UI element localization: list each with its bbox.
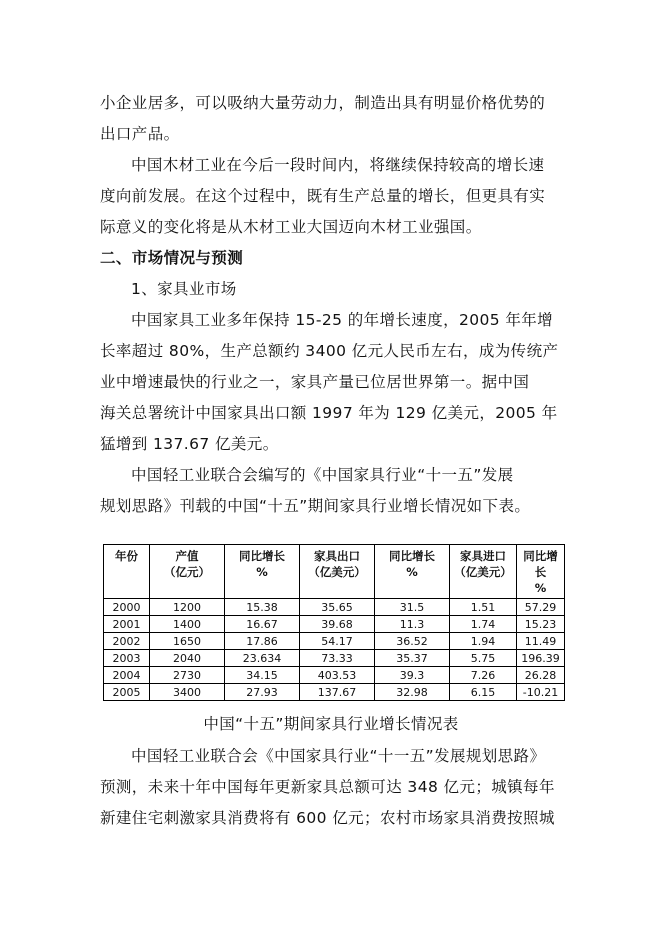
text-line: 长率超过 80%，生产总额约 3400 亿元人民币左右，成为传统产	[100, 342, 559, 360]
header-line: 年份	[115, 549, 138, 563]
table-cell: 15.23	[517, 616, 565, 633]
table-header-cell	[517, 545, 565, 599]
table-cell: 23.634	[225, 650, 300, 667]
paragraph-furniture-industry	[100, 305, 570, 460]
table-header-cell	[225, 545, 300, 599]
header-line: 同比增长	[239, 549, 285, 563]
table-cell: 1650	[150, 633, 225, 650]
table-cell: 7.26	[450, 667, 517, 684]
table-body	[104, 599, 565, 701]
table-cell: 26.28	[517, 667, 565, 684]
header-line: 家具进口	[460, 549, 506, 563]
table-header-row	[104, 545, 565, 599]
table-cell: 57.29	[517, 599, 565, 616]
paragraph-forecast	[100, 741, 570, 834]
table-caption: 中国“十五”期间家具行业增长情况表	[203, 715, 459, 733]
table-header-cell	[300, 545, 375, 599]
table-cell: 36.52	[375, 633, 450, 650]
table-cell: 16.67	[225, 616, 300, 633]
header-line: （亿元）	[164, 565, 210, 579]
subheading-text: 1、家具业市场	[131, 280, 237, 298]
header-line: 产值	[175, 549, 199, 563]
table-cell: 15.38	[225, 599, 300, 616]
furniture-growth-table	[103, 544, 565, 701]
table-row	[104, 599, 565, 616]
text-line: 中国轻工业联合会《中国家具行业“十一五”发展规划思路》	[131, 747, 546, 765]
table-cell: 35.65	[300, 599, 375, 616]
text-line: 海关总署统计中国家具出口额 1997 年为 129 亿美元，2005 年	[100, 404, 558, 422]
table-cell: 1400	[150, 616, 225, 633]
text-line: 猛增到 137.67 亿美元。	[100, 435, 279, 453]
table-cell: 2002	[104, 633, 150, 650]
table-cell: 11.3	[375, 616, 450, 633]
header-line: 同比增长	[523, 549, 558, 579]
text-line: 业中增速最快的行业之一，家具产量已位居世界第一。据中国	[100, 373, 530, 391]
text-line: 出口产品。	[100, 125, 180, 143]
subheading	[100, 274, 570, 305]
header-line: （亿美元）	[308, 565, 366, 579]
table-cell: 2730	[150, 667, 225, 684]
table-cell: 2000	[104, 599, 150, 616]
table-cell: 1.94	[450, 633, 517, 650]
header-line: 同比增长	[389, 549, 435, 563]
table-header-cell	[375, 545, 450, 599]
text-line: 际意义的变化将是从木材工业大国迈向木材工业强国。	[100, 218, 482, 236]
paragraph-wood-industry	[100, 150, 570, 243]
table-row	[104, 650, 565, 667]
table-cell: 32.98	[375, 684, 450, 701]
table-cell: 34.15	[225, 667, 300, 684]
table-cell: -10.21	[517, 684, 565, 701]
text-line: 预测，未来十年中国每年更新家具总额可达 348 亿元；城镇每年	[100, 778, 555, 796]
paragraph-table-intro	[100, 460, 570, 522]
text-line: 新建住宅刺激家具消费将有 600 亿元；农村市场家具消费按照城	[100, 809, 555, 827]
table-cell: 137.67	[300, 684, 375, 701]
text-line: 中国家具工业多年保持 15-25 的年增长速度，2005 年年增	[131, 311, 554, 329]
text-line: 中国轻工业联合会编写的《中国家具行业“十一五”发展	[131, 466, 514, 484]
header-line: （亿美元）	[454, 565, 512, 579]
table-cell: 3400	[150, 684, 225, 701]
table-header-cell	[450, 545, 517, 599]
table-cell: 35.37	[375, 650, 450, 667]
table-header-cell	[150, 545, 225, 599]
table-row	[104, 667, 565, 684]
table-cell: 1200	[150, 599, 225, 616]
table-cell: 27.93	[225, 684, 300, 701]
header-line: %	[534, 581, 547, 595]
table-cell: 5.75	[450, 650, 517, 667]
section-heading-text: 二、市场情况与预测	[100, 249, 244, 267]
text-line: 度向前发展。在这个过程中，既有生产总量的增长，但更具有实	[100, 187, 546, 205]
header-line: 家具出口	[314, 549, 360, 563]
table-cell: 31.5	[375, 599, 450, 616]
paragraph-continuation	[100, 88, 570, 150]
header-line: %	[256, 565, 268, 579]
table-row	[104, 684, 565, 701]
text-line: 中国木材工业在今后一段时间内，将继续保持较高的增长速	[131, 156, 545, 174]
table-row	[104, 633, 565, 650]
table-cell: 54.17	[300, 633, 375, 650]
table-cell: 73.33	[300, 650, 375, 667]
table-cell: 6.15	[450, 684, 517, 701]
text-line: 规划思路》刊载的中国“十五”期间家具行业增长情况如下表。	[100, 497, 531, 515]
table-cell: 39.68	[300, 616, 375, 633]
table-cell: 403.53	[300, 667, 375, 684]
table-cell: 2040	[150, 650, 225, 667]
table-header-cell	[104, 545, 150, 599]
table-cell: 11.49	[517, 633, 565, 650]
section-heading	[100, 243, 570, 274]
table-cell: 2001	[104, 616, 150, 633]
table-row	[104, 616, 565, 633]
table-cell: 1.74	[450, 616, 517, 633]
table-cell: 2005	[104, 684, 150, 701]
table-cell: 17.86	[225, 633, 300, 650]
table-cell: 2003	[104, 650, 150, 667]
table-cell: 196.39	[517, 650, 565, 667]
header-line: %	[406, 565, 418, 579]
table-cell: 2004	[104, 667, 150, 684]
table-cell: 39.3	[375, 667, 450, 684]
table-cell: 1.51	[450, 599, 517, 616]
text-line: 小企业居多，可以吸纳大量劳动力，制造出具有明显价格优势的	[100, 94, 546, 112]
